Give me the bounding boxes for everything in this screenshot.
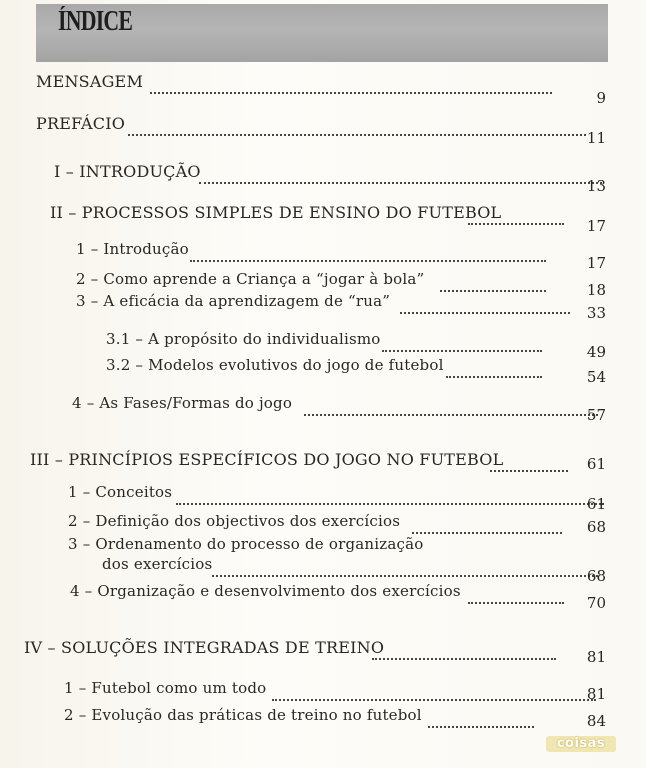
page-title: ÍNDICE: [58, 6, 133, 37]
toc-page-number: 9: [596, 89, 606, 107]
toc-page-number: 11: [586, 129, 606, 147]
toc-page-number: 33: [586, 304, 606, 322]
toc-label: 3.1 – A propósito do individualismo: [106, 330, 381, 348]
toc-label: 1 – Introdução: [76, 240, 189, 258]
toc-label-continuation: dos exercícios: [102, 555, 213, 573]
toc-leader-dots: [272, 689, 596, 701]
toc-leader-dots: [446, 366, 542, 378]
toc-leader-dots: [176, 493, 604, 505]
toc-entry-organizacao-desenvolvimento[interactable]: [70, 582, 606, 622]
toc-entry-mensagem[interactable]: [36, 72, 606, 112]
toc-label: 2 – Como aprende a Criança a “jogar à bola”: [76, 270, 425, 288]
toc-leader-dots: [412, 522, 562, 534]
toc-page-number: 68: [586, 567, 606, 585]
toc-page-number: 81: [586, 648, 606, 666]
toc-leader-dots: [428, 716, 534, 728]
toc-page-number: 17: [586, 254, 606, 272]
toc-label: III – PRINCÍPIOS ESPECÍFICOS DO JOGO NO FUTEBOL: [30, 450, 504, 469]
toc-page-number: 54: [586, 368, 606, 386]
toc-page-number: 49: [586, 343, 606, 361]
toc-entry-eficacia[interactable]: [76, 292, 606, 332]
toc-entry-fases-formas[interactable]: [72, 394, 606, 434]
toc-entry-evolucao-praticas[interactable]: [64, 706, 606, 746]
toc-entry-solucoes[interactable]: [24, 638, 606, 678]
toc-label: II – PROCESSOS SIMPLES DE ENSINO DO FUTEBOL: [50, 203, 502, 222]
toc-leader-dots: [212, 565, 598, 577]
toc-entry-processos[interactable]: [50, 203, 606, 243]
toc-label: MENSAGEM: [36, 72, 144, 91]
toc-leader-dots: [190, 250, 546, 262]
toc-label: 1 – Conceitos: [68, 483, 173, 501]
toc-label: 2 – Evolução das práticas de treino no futebol: [64, 706, 422, 724]
toc-label: I – INTRODUÇÃO: [54, 162, 201, 181]
toc-leader-dots: [440, 280, 546, 292]
toc-leader-dots: [490, 460, 568, 472]
toc-label: 2 – Definição dos objectivos dos exercícios: [68, 512, 401, 530]
toc-page-number: 57: [586, 406, 606, 424]
watermark-logo: coisas: [546, 736, 616, 752]
toc-page-number: 18: [586, 281, 606, 299]
toc-label: 3 – Ordenamento do processo de organização: [68, 535, 424, 553]
toc-page-number: 17: [586, 217, 606, 235]
toc-leader-dots: [468, 592, 564, 604]
toc-label: 3.2 – Modelos evolutivos do jogo de futebol: [106, 356, 444, 374]
toc-leader-dots: [199, 172, 602, 184]
toc-page-number: 13: [586, 177, 606, 195]
toc-entry-introducao[interactable]: [54, 162, 606, 202]
toc-leader-dots: [382, 340, 542, 352]
toc-leader-dots: [400, 302, 570, 314]
toc-label: PREFÁCIO: [36, 114, 126, 133]
toc-label: 1 – Futebol como um todo: [64, 679, 267, 697]
toc-leader-dots: [468, 213, 564, 225]
toc-label: 3 – A eficácia da aprendizagem de “rua”: [76, 292, 391, 310]
toc-leader-dots: [128, 124, 586, 136]
toc-page-number: 81: [586, 685, 606, 703]
toc-label: 4 – Organização e desenvolvimento dos exercícios: [70, 582, 461, 600]
toc-leader-dots: [150, 82, 552, 94]
toc-page-number: 68: [586, 518, 606, 536]
toc-entry-prefacio[interactable]: [36, 114, 606, 154]
toc-page-number: 61: [586, 455, 606, 473]
toc-label: IV – SOLUÇÕES INTEGRADAS DE TREINO: [24, 638, 385, 657]
toc-leader-dots: [304, 404, 598, 416]
toc-page-number: 70: [586, 594, 606, 612]
toc-leader-dots: [372, 648, 556, 660]
toc-label: 4 – As Fases/Formas do jogo: [72, 394, 293, 412]
toc-page-number: 61: [586, 495, 606, 513]
toc-page-number: 84: [586, 712, 606, 730]
toc-entry-modelos-evolutivos[interactable]: [106, 356, 606, 396]
